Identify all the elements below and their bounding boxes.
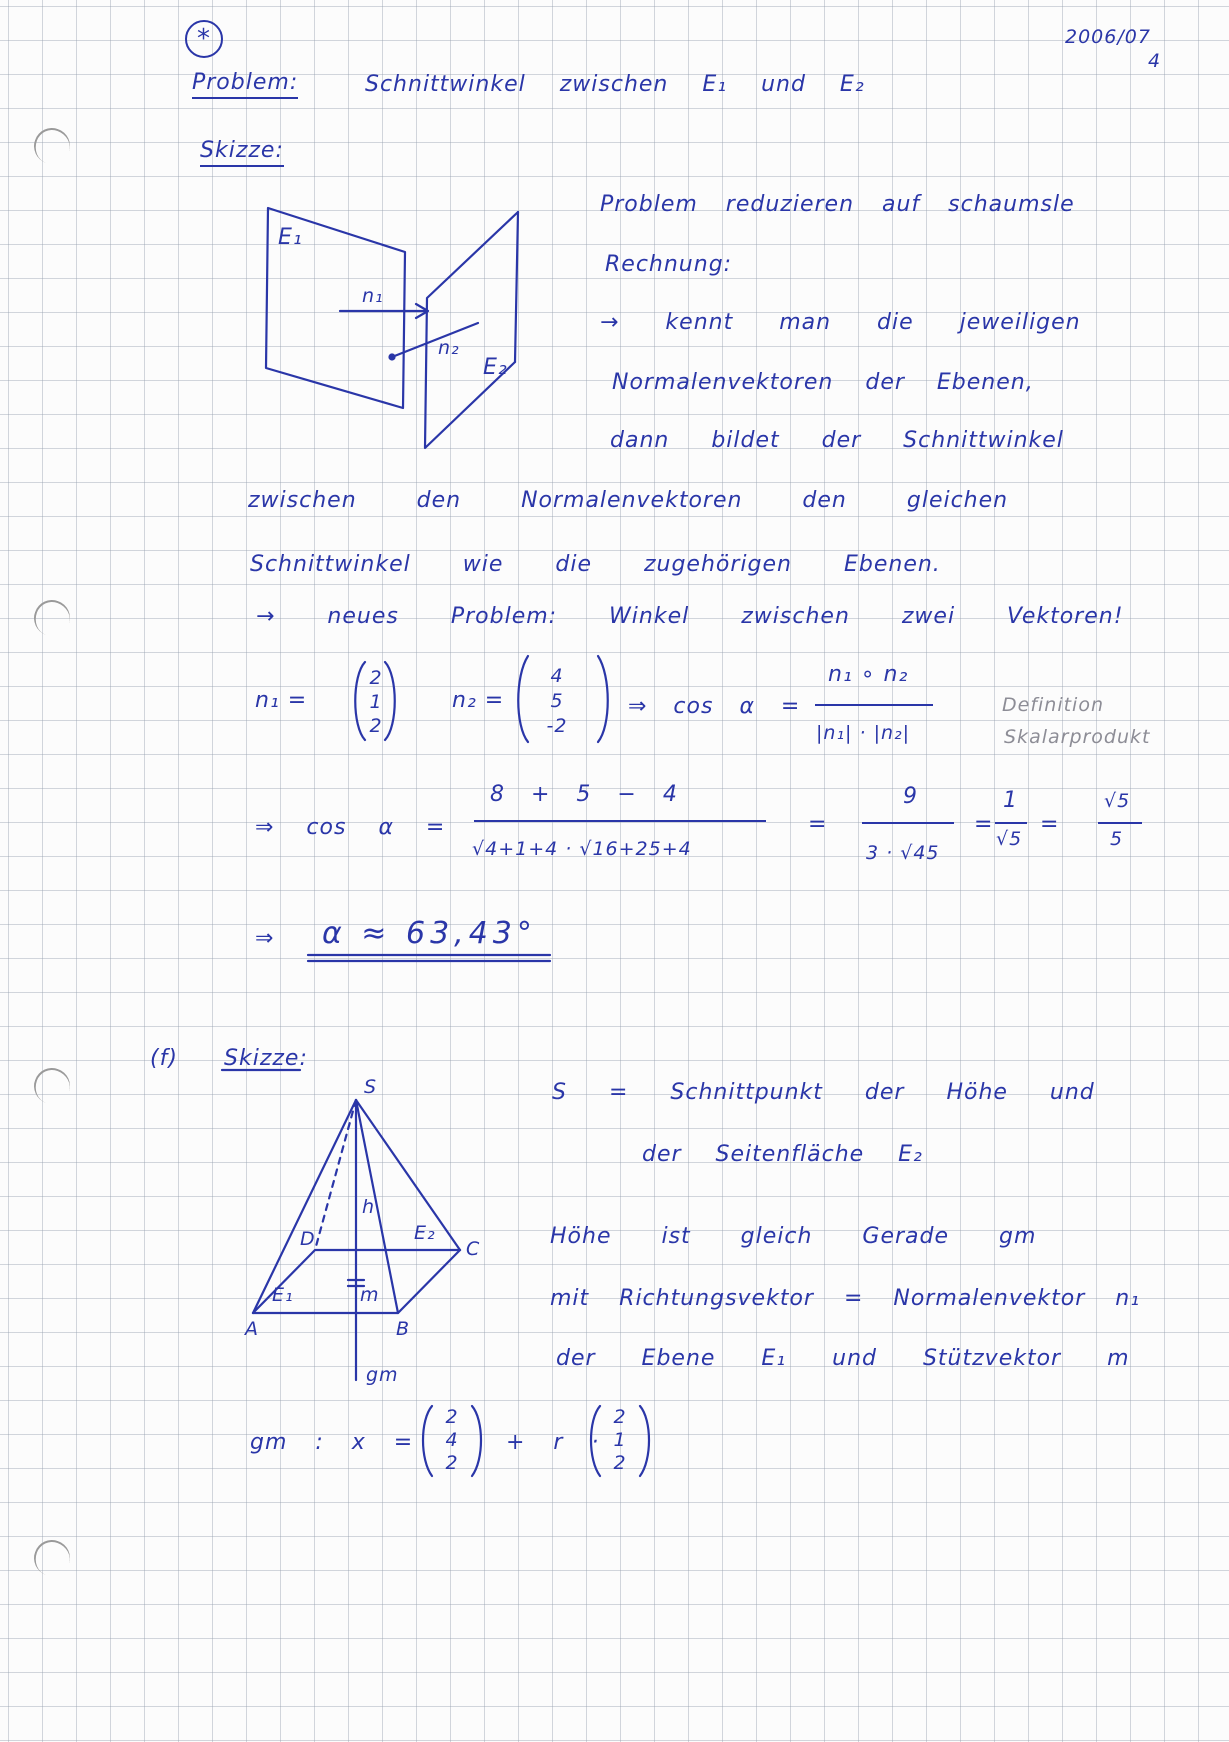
n2-y: 5	[550, 690, 564, 712]
calc-frac4-num: √5	[1104, 790, 1131, 812]
explanation-line-3: → kennt man die jeweiligen	[600, 310, 1081, 335]
pyramid-label-c: C	[466, 1238, 481, 1260]
result-angle: α ≈ 63,43°	[322, 916, 537, 951]
pyramid-label-gm: gm	[366, 1364, 399, 1386]
n2-label: n₂ =	[452, 688, 505, 713]
n2-vector	[537, 664, 577, 739]
f-text-line-3: Höhe ist gleich Gerade gm	[550, 1224, 1037, 1249]
calc-frac2-num: 9	[903, 784, 918, 809]
result-prefix: ⇒	[255, 926, 275, 951]
n1-y: 1	[369, 691, 383, 713]
date: 2006/07	[1065, 26, 1151, 48]
gm-equation-label: gm : x =	[250, 1430, 414, 1455]
normal-n1-arrow	[340, 304, 428, 318]
calc-frac3-line	[995, 822, 1027, 824]
direction-x: 2	[613, 1406, 627, 1428]
pyramid-label-e1: E₁	[272, 1284, 294, 1306]
definition-line-2: Skalarprodukt	[1004, 726, 1151, 748]
support-x: 2	[445, 1406, 459, 1428]
calc-frac3-num: 1	[1003, 788, 1018, 813]
sketch-label: Skizze:	[200, 138, 284, 167]
explanation-line-5: dann bildet der Schnittwinkel	[610, 428, 1064, 453]
explanation-line-1: Problem reduzieren auf schaumsle	[600, 192, 1075, 217]
n1-z: 2	[369, 715, 383, 737]
direction-z: 2	[613, 1452, 627, 1474]
cos-fraction-line	[815, 704, 933, 706]
cos-label: ⇒ cos α =	[628, 694, 801, 719]
pyramid-label-b: B	[396, 1318, 411, 1340]
calc-numerator: 8 + 5 − 4	[490, 782, 678, 807]
support-y: 4	[445, 1429, 459, 1451]
pyramid-label-m: m	[360, 1284, 380, 1306]
explanation-line-8: → neues Problem: Winkel zwischen zwei Vektoren!	[256, 604, 1124, 629]
f-text-line-5: der Ebene E₁ und Stützvektor m	[556, 1346, 1130, 1371]
problem-label: Problem:	[192, 70, 298, 99]
explanation-line-4: Normalenvektoren der Ebenen,	[612, 370, 1034, 395]
f-text-line-2: der Seitenfläche E₂	[642, 1142, 923, 1167]
problem-text: Schnittwinkel zwischen E₁ und E₂	[365, 72, 865, 97]
explanation-line-6: zwischen den Normalenvektoren den gleichen	[248, 488, 1009, 513]
marker-text: *	[197, 24, 211, 54]
pyramid-label-d: D	[300, 1228, 316, 1250]
calc-denominator: √4+1+4 · √16+25+4	[472, 838, 692, 860]
calc-equals-1: =	[808, 812, 828, 837]
label-e1: E₁	[278, 225, 303, 250]
pyramid-label-a: A	[245, 1318, 259, 1340]
support-vector	[440, 1406, 464, 1475]
plus-r-label: + r ·	[506, 1430, 600, 1455]
calc-frac4-line	[1098, 822, 1142, 824]
section-f-label: (f)	[150, 1046, 178, 1071]
pyramid-edge-sa	[253, 1100, 356, 1313]
pyramid-label-s: S	[364, 1076, 378, 1098]
calc-frac2-line	[862, 822, 954, 824]
n1-x: 2	[369, 667, 383, 689]
label-e2: E₂	[483, 355, 508, 380]
label-n2: n₂	[438, 337, 460, 359]
explanation-line-7: Schnittwinkel wie die zugehörigen Ebenen.	[250, 552, 941, 577]
calc-frac2-den: 3 · √45	[866, 842, 940, 864]
direction-vector	[608, 1406, 632, 1475]
direction-y: 1	[613, 1429, 627, 1451]
cos-denominator: |n₁| · |n₂|	[816, 722, 911, 744]
pyramid-label-e2: E₂	[414, 1222, 436, 1244]
pyramid-edge-sd	[315, 1100, 356, 1250]
result-underline	[308, 955, 550, 961]
calc-equals-2: =	[974, 812, 994, 837]
definition-line-1: Definition	[1002, 694, 1105, 716]
calc-fraction-line	[474, 820, 766, 822]
calc-frac4-den: 5	[1110, 828, 1124, 850]
n2-z: -2	[546, 715, 568, 737]
calc-prefix: ⇒ cos α =	[255, 815, 446, 840]
page-number: 4	[1148, 50, 1162, 72]
f-text-line-4: mit Richtungsvektor = Normalenvektor n₁	[550, 1286, 1141, 1311]
plane-e2	[425, 212, 518, 448]
section-f-sketch-label: Skizze:	[224, 1046, 308, 1071]
calc-frac3-den: √5	[996, 828, 1023, 850]
n2-x: 4	[550, 665, 564, 687]
pyramid-label-h: h	[362, 1196, 376, 1218]
calc-equals-3: =	[1040, 812, 1060, 837]
f-text-line-1: S = Schnittpunkt der Höhe und	[552, 1080, 1095, 1105]
explanation-line-2: Rechnung:	[605, 252, 733, 277]
support-z: 2	[445, 1452, 459, 1474]
cos-numerator: n₁ ∘ n₂	[828, 662, 909, 687]
n1-vector	[368, 666, 384, 738]
label-n1: n₁	[362, 285, 384, 307]
n1-label: n₁ =	[255, 688, 308, 713]
